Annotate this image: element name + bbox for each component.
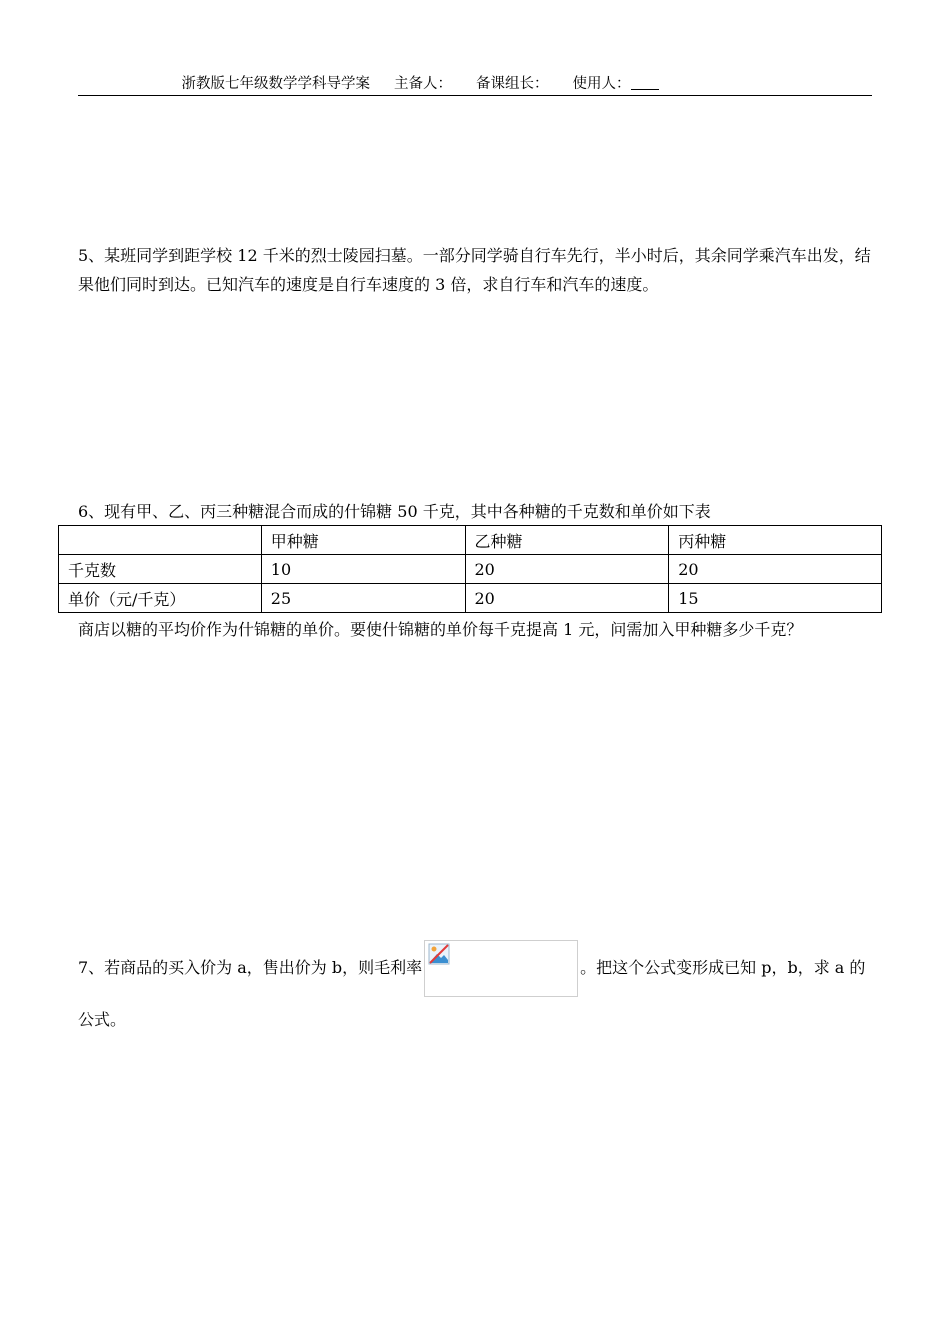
page-header bbox=[78, 74, 872, 94]
table-cell: 20 bbox=[465, 555, 669, 584]
table-cell bbox=[59, 526, 262, 555]
question-7 bbox=[78, 940, 878, 1043]
question-5: 5、某班同学到距学校 12 千米的烈士陵园扫墓。一部分同学骑自行车先行，半小时后，其余同学乘汽车出发，结果他们同时到达。已知汽车的速度是自行车速度的 3 倍，求自行车和汽车的速度。 bbox=[78, 246, 871, 294]
header-rule bbox=[78, 95, 872, 96]
header-preparer: 主备人： bbox=[394, 76, 452, 92]
table-cell: 千克数 bbox=[59, 555, 262, 584]
table-cell: 乙种糖 bbox=[465, 526, 669, 555]
table-row bbox=[59, 555, 882, 584]
table-row bbox=[59, 584, 882, 613]
table-cell: 20 bbox=[669, 555, 882, 584]
table-cell: 甲种糖 bbox=[261, 526, 465, 555]
table-cell: 10 bbox=[261, 555, 465, 584]
table-cell: 丙种糖 bbox=[669, 526, 882, 555]
question-6-intro: 6、现有甲、乙、丙三种糖混合而成的什锦糖 50 千克，其中各种糖的千克数和单价如下表 bbox=[78, 502, 711, 521]
table-cell: 单价（元/千克） bbox=[59, 584, 262, 613]
table-cell: 20 bbox=[465, 584, 669, 613]
header-group-leader: 备课组长： bbox=[476, 76, 549, 92]
table-row bbox=[59, 526, 882, 555]
question-6-text: 商店以糖的平均价作为什锦糖的单价。要使什锦糖的单价每千克提高 1 元，问需加入甲种糖多少千克？ bbox=[78, 620, 803, 639]
formula-image bbox=[424, 940, 578, 997]
question-7-after: 。把这个公式变形成已知 p，b，求 a 的公式。 bbox=[78, 958, 866, 1029]
header-user: 使用人： bbox=[572, 76, 631, 92]
table-cell: 15 bbox=[669, 584, 882, 613]
table-cell: 25 bbox=[261, 584, 465, 613]
broken-image-icon bbox=[428, 943, 450, 965]
question-7-before: 7、若商品的买入价为 a，售出价为 b，则毛利率 bbox=[78, 958, 423, 977]
candy-table bbox=[58, 525, 882, 613]
header-user-blank bbox=[631, 75, 659, 90]
header-title: 浙教版七年级数学学科导学案 bbox=[181, 76, 370, 92]
